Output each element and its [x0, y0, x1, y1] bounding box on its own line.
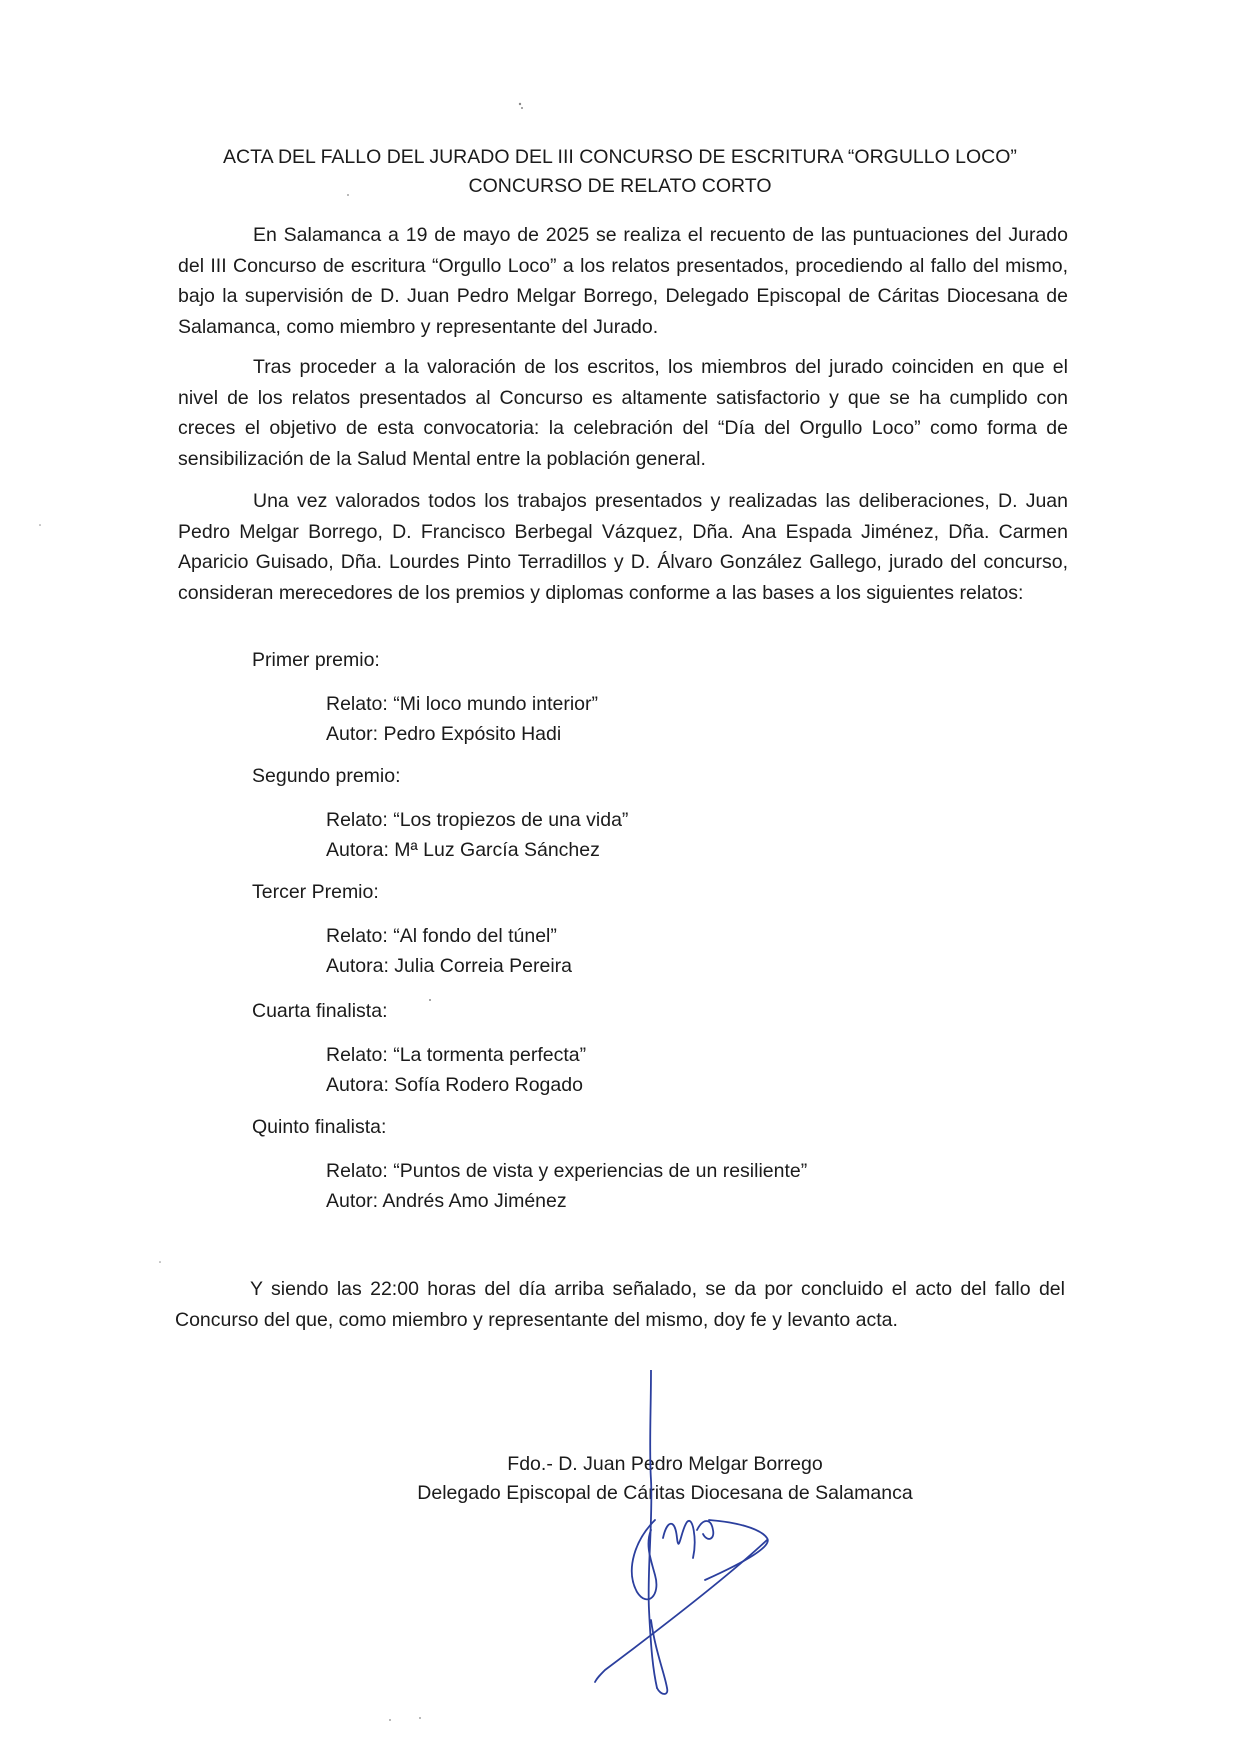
prize-author-3: Autora: Julia Correia Pereira — [326, 955, 573, 977]
prize-author-5: Autor: Andrés Amo Jiménez — [326, 1190, 567, 1212]
prize-story-5: Relato: “Puntos de vista y experiencias de un resiliente” — [326, 1160, 808, 1182]
signature-role: Delegado Episcopal de Cáritas Diocesana de Salamanca — [417, 1482, 913, 1504]
prize-story-1: Relato: “Mi loco mundo interior” — [326, 693, 599, 715]
prize-heading-2: Segundo premio: — [252, 765, 401, 787]
prize-heading-4: Cuarta finalista: — [252, 1000, 388, 1022]
prize-author-1: Autor: Pedro Expósito Hadi — [326, 723, 562, 745]
title-line-1: ACTA DEL FALLO DEL JURADO DEL III CONCURSO DE ESCRITURA “ORGULLO LOCO” — [223, 146, 1017, 168]
prize-story-2: Relato: “Los tropiezos de una vida” — [326, 809, 629, 831]
prize-heading-5: Quinto finalista: — [252, 1116, 387, 1138]
signature-name: Fdo.- D. Juan Pedro Melgar Borrego — [507, 1453, 823, 1475]
title-line-2: CONCURSO DE RELATO CORTO — [468, 175, 772, 197]
paragraph-assessment: Tras proceder a la valoración de los escritos, los miembros del jurado coinciden en que el nivel de los relatos presentados al Concurso es altamente satisfactorio y que se ha cumplido con creces el objetivo de esta convocatoria: la celebración del “Día del Orgullo Loco” como forma de sensibilización de la Salud Mental entre la población general. — [178, 356, 1068, 470]
prize-story-3: Relato: “Al fondo del túnel” — [326, 925, 557, 947]
prize-heading-3: Tercer Premio: — [252, 881, 379, 903]
prize-author-2: Autora: Mª Luz García Sánchez — [326, 839, 600, 861]
prize-author-4: Autora: Sofía Rodero Rogado — [326, 1074, 583, 1096]
paragraph-intro: En Salamanca a 19 de mayo de 2025 se realiza el recuento de las puntuaciones del Jurado del III Concurso de escritura “Orgullo Loco” a los relatos presentados, procediendo al fallo del mismo, bajo la supervisión de D. Juan Pedro Melgar Borrego, Delegado Episcopal de Cáritas Diocesana de Salamanca, como miembro y representante del Jurado. — [178, 224, 1068, 338]
document-title — [0, 143, 1240, 201]
paragraph-closing: Y siendo las 22:00 horas del día arriba señalado, se da por concluido el acto del fallo del Concurso del que, como miembro y representante del mismo, doy fe y levanto acta. — [175, 1278, 1065, 1331]
prize-story-4: Relato: “La tormenta perfecta” — [326, 1044, 587, 1066]
handwritten-signature — [585, 1370, 785, 1700]
paragraph-jury: Una vez valorados todos los trabajos presentados y realizadas las deliberaciones, D. Juan Pedro Melgar Borrego, D. Francisco Berbegal Vázquez, Dña. Ana Espada Jiménez, Dña. Carmen Aparicio Guisado, Dña. Lourdes Pinto Terradillos y D. Álvaro González Gallego, jurado del concurso, consideran merecedores de los premios y diplomas conforme a las bases a los siguientes relatos: — [178, 490, 1068, 604]
prize-heading-1: Primer premio: — [252, 649, 380, 671]
